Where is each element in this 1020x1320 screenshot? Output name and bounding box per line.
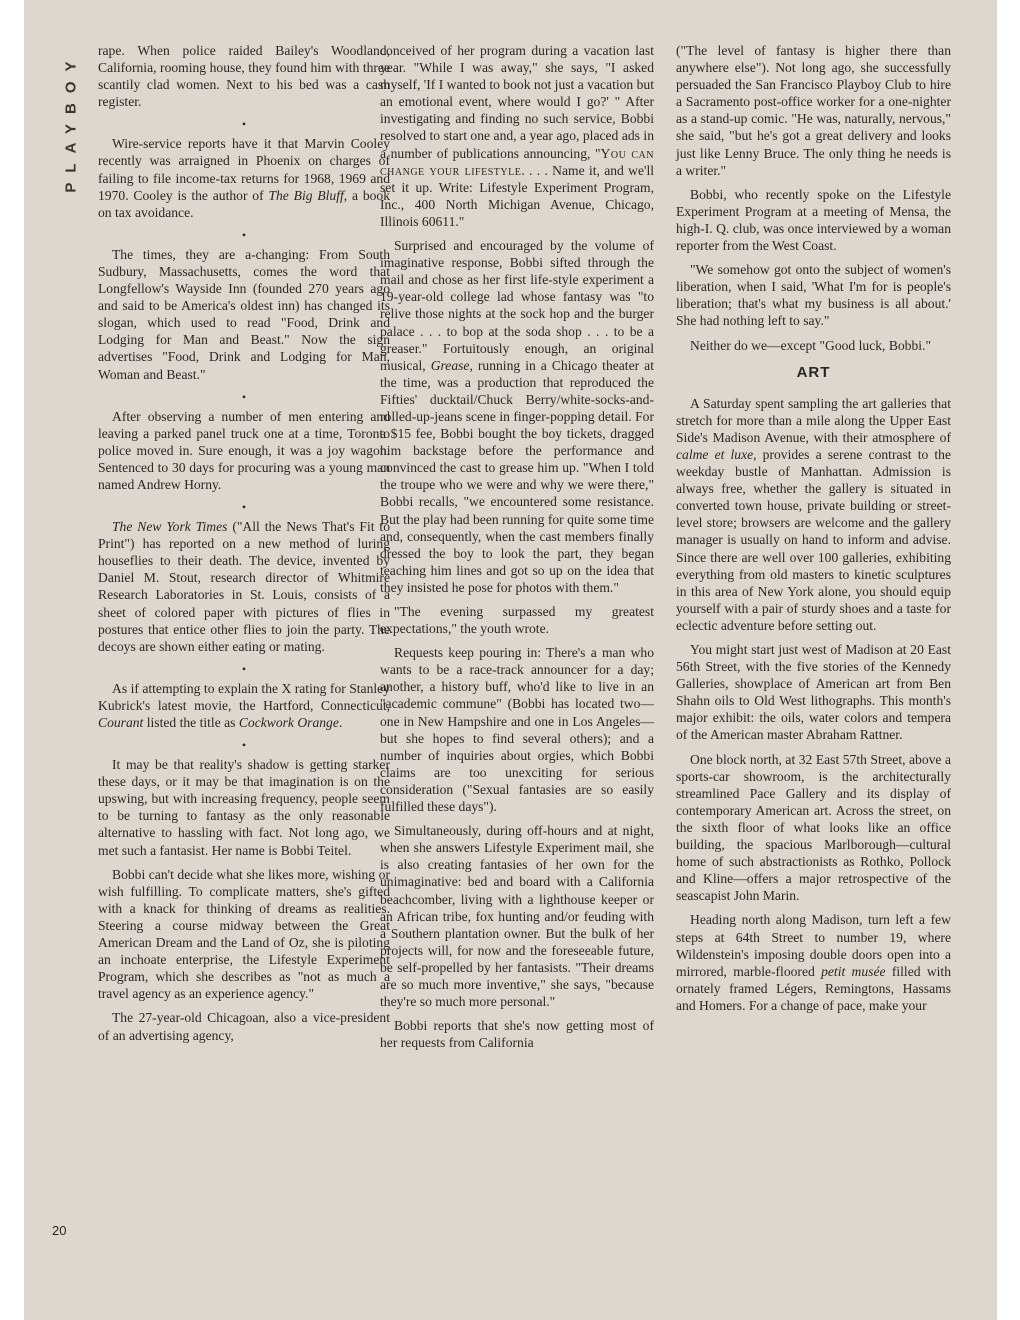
italic-phrase: petit musée <box>821 963 886 979</box>
column-1 <box>98 42 390 1044</box>
paragraph: The times, they are a-changing: From South Sudbury, Massachusetts, comes the word that Longfellow's Wayside Inn (founded 270 years ago and said to be America's oldest inn) has changed its slogan, which used to read "Food, Drink and Lodging for Man and Beast." Now the sign advertises "Food, Drink and Lodging for Man, Woman and Beast." <box>98 246 390 382</box>
book-title: The Big Bluff <box>268 187 344 203</box>
magazine-page <box>24 0 997 1320</box>
paragraph: Neither do we—except "Good luck, Bobbi." <box>690 337 932 353</box>
column-3 <box>676 42 951 1014</box>
newspaper-title: Courant <box>98 715 144 730</box>
paragraph: ("The level of fantasy is higher there than anywhere else"). Not long ago, she successfully persuaded the San Francisco Playboy Club to hire a Sacramento post-office worker for a one-nighter as a stand-up comic. "He was, naturally, nervous," she said, "but he's got a great delivery and looks just like Lenny Bruce. The only thing he needs is a writer." <box>676 43 951 178</box>
paragraph: A Saturday spent sampling the art galleries that stretch for more than a mile along the Upper East Side's Madison Avenue, with their atmosphere of calme et luxe, provides a serene contrast to the weekday bustle of Manhattan. Admission is always free, whether the gallery is situated in converted town house, private building or street-level store; browsers are welcome and the gallery manager is usually on hand to inform and advise. Since there are well over 100 galleries, exhibiting everything from old masters to kinetic sculptures in this area of New York alone, you should equip yourself with a pair of sturdy shoes and a taste for eclectic adventure before setting out. <box>676 395 951 633</box>
section-separator: • <box>241 661 247 676</box>
paragraph: After observing a number of men entering and leaving a parked panel truck one at a time, Toronto police moved in. Sure enough, it was a joy wagon. Sentenced to 30 days for procuring was a young man named Andrew Horny. <box>98 408 390 492</box>
paragraph: Wire-service reports have it that Marvin Cooley recently was arraigned in Phoenix on charges of failing to file income-tax returns for 1968, 1969 and 1970. Cooley is the author of The Big Bluff, a book on tax avoidance. <box>98 136 391 220</box>
film-title: Cockwork Orange <box>238 715 339 730</box>
masthead-text: PLAYBOY <box>62 51 80 193</box>
section-heading-art: ART <box>796 363 831 381</box>
paragraph: rape. When police raided Bailey's Woodland, California, rooming house, they found him with three scantily clad women. Next to his bed was a cash register. <box>98 43 390 110</box>
paragraph: Bobbi reports that she's now getting most of her requests from California <box>380 1018 654 1051</box>
musical-title: Grease <box>430 357 470 373</box>
paragraph: As if attempting to explain the X rating for Stanley Kubrick's latest movie, the Hartford, Connecticut, Courant listed the title as Cockwork Orange. <box>98 680 390 730</box>
section-separator: • <box>241 117 247 132</box>
paragraph: It may be that reality's shadow is getting starker these days, or it may be that imagination is on the upswing, but with increasing frequency, people seem to be turning to fantasy as the only reasonable alternative to hassling with fact. Not long ago, we met such a fantasist. Her name is Bobbi Teitel. <box>98 757 390 858</box>
column-2 <box>380 42 654 1051</box>
newspaper-title: The New York Times <box>112 519 228 535</box>
paragraph: Bobbi can't decide what she likes more, wishing or wish fulfilling. To complicate matters, she's gifted with a knack for thinking of dreams as realities. Steering a course midway between the Great American Dream and the Land of Oz, she is piloting an inchoate enterprise, the Lifestyle Experiment Program, which she describes as "not as much a travel agency as an experience agency." <box>98 866 390 1002</box>
section-separator: • <box>241 500 247 515</box>
paragraph: Surprised and encouraged by the volume of imaginative response, Bobbi sifted through the mail and chose as her first life-style experiment a 19-year-old college lad whose fantasy was "to relive those nights at the sock hop and the burger palace . . . to bop at the soda shop . . . to be a greaser." Fortuitously enough, an original musical, Grease, running in a Chicago theater at the time, was a production that reproduced the Fifties' ducktail/Chuck Berry/white-socks-and-rolled-up-jeans scene in finger-popping detail. For a $15 fee, Bobbi bought the boy tickets, dragged him backstage before the performance and convinced the cast to grease him up. "When I told the troupe who we were and why we were there," Bobbi recalls, "we encountered some resistance. But the play had been running for quite some time and, consequently, when the cast members finally dressed the boy to look the part, they began teaching him lines and got so up on the idea that they insisted he pose for photos with them." <box>380 238 654 595</box>
paragraph: Bobbi, who recently spoke on the Lifestyle Experiment Program at a meeting of Mensa, the high-I. Q. club, was once interviewed by a woman reporter from the West Coast. <box>676 186 951 254</box>
paragraph: You might start just west of Madison at 20 East 56th Street, with the five stories of the Kennedy Galleries, showplace of American art from Ben Shahn oils to Old West lithographs. This month's major exhibit: the oils, water colors and tempera of the American master Abraham Rattner. <box>676 642 951 743</box>
paragraph: "The evening surpassed my greatest expectations," the youth wrote. <box>380 604 654 637</box>
ad-slogan: You can change your lifestyle <box>380 145 654 178</box>
magazine-masthead <box>60 42 82 202</box>
paragraph: Requests keep pouring in: There's a man who wants to be a race-track announcer for a day; another, a history buff, who'd like to live in an "academic commune" (Bobbi has located two—one in New Hampshire and one in Los Angeles—but she hopes to find several others); and a number of inquiries about orgies, which Bobbi claims are too unexciting for serious consideration ("Sexual fantasies are so easily fulfilled these days"). <box>380 645 654 815</box>
italic-phrase: calme et luxe <box>676 446 754 462</box>
paragraph: One block north, at 32 East 57th Street, above a sports-car showroom, is the architecturally streamlined Pace Gallery and its display of contemporary American art. Across the street, on the sixth floor of what looks like an office building, the spacious Marlborough—cultural home of such abstractionists as Rothko, Pollock and Kline—offers a major retrospective of the seascapist John Marin. <box>676 751 951 904</box>
section-separator: • <box>241 738 247 753</box>
paragraph: The New York Times ("All the News That's Fit to Print") has reported on a new method of luring houseflies to their death. The device, invented by Daniel M. Stout, research director of Whitmire Research Laboratories in St. Louis, consists of a sheet of colored paper with pictures of flies in postures that entice other flies to join the party. The decoys are shown either eating or mating. <box>98 519 390 654</box>
paragraph: Simultaneously, during off-hours and at night, when she answers Lifestyle Experiment mail, she is also creating fantasies of her own for the unimaginative: bed and board with a California beachcomber, living with a lighthouse keeper or an African tribe, fox hunting and/or feuding with a Southern plantation owner. But the bulk of her projects will, for now and the foreseeable future, be self-propelled by her fantasists. "Their dreams are so much more inventive," she says, "because they're so much more personal." <box>380 823 654 1010</box>
page-number: 20 <box>52 1223 67 1238</box>
paragraph: Heading north along Madison, turn left a few steps at 64th Street to number 19, where Wildenstein's imposing double doors open into a mirrored, marble-floored petit musée filled with ornately framed Légers, Remingtons, Hassams and Homers. For a change of pace, make your <box>676 912 951 1013</box>
section-separator: • <box>241 389 247 404</box>
paragraph: The 27-year-old Chicagoan, also a vice-president of an advertising agency, <box>98 1010 390 1043</box>
paragraph: conceived of her program during a vacation last year. "While I was away," she says, "I asked myself, 'If I wanted to book not just a vacation but an emotional event, where would I go?' " After investigating and finding no such service, Bobbi resolved to start one and, a year ago, placed ads in a number of publications announcing, "You can change your lifestyle. . . . Name it, and we'll set it up. Write: Lifestyle Experiment Program, Inc., 400 North Michigan Avenue, Chicago, Illinois 60611." <box>380 43 654 229</box>
paragraph: "We somehow got onto the subject of women's liberation, when I said, 'What I'm for is people's liberation; that's what my business is all about.' She had nothing left to say." <box>676 262 951 329</box>
section-separator: • <box>241 227 247 242</box>
